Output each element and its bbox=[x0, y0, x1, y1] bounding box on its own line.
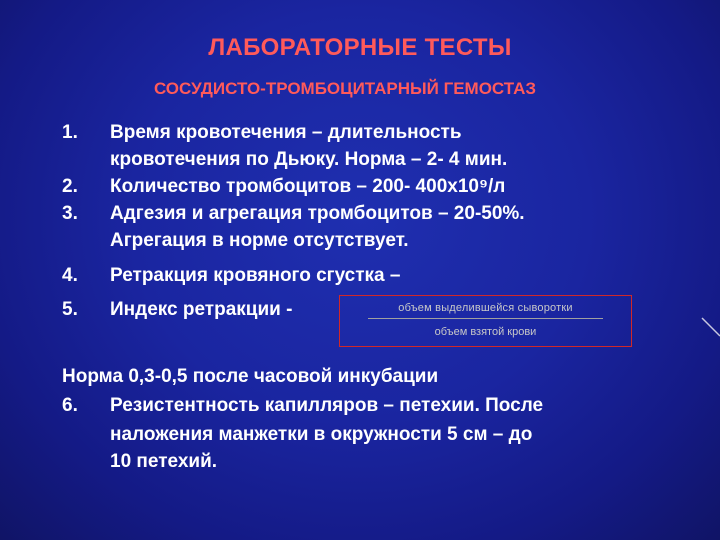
slide-subtitle: СОСУДИСТО-ТРОМБОЦИТАРНЫЙ ГЕМОСТАЗ bbox=[153, 79, 537, 98]
item-text: Адгезия и агрегация тромбоцитов – 20-50%. bbox=[110, 203, 525, 224]
retraction-index-formula bbox=[339, 295, 632, 347]
item-text: наложения манжетки в окружности 5 см – до bbox=[110, 424, 533, 445]
item-number: 3. bbox=[62, 203, 78, 224]
norm-text: Норма 0,3-0,5 после часовой инкубации bbox=[62, 366, 439, 387]
item-number: 6. bbox=[62, 395, 78, 416]
item-number: 4. bbox=[62, 265, 78, 286]
item-text: кровотечения по Дьюку. Норма – 2- 4 мин. bbox=[110, 149, 508, 170]
item-text: Индекс ретракции - bbox=[110, 299, 293, 320]
item-number: 5. bbox=[62, 299, 78, 320]
item-text: Резистентность капилляров – петехии. После bbox=[110, 395, 544, 416]
item-number: 1. bbox=[62, 122, 78, 143]
formula-numerator: объем выделившейся сыворотки bbox=[398, 302, 573, 314]
item-text: 10 петехий. bbox=[110, 451, 218, 472]
fraction-bar bbox=[368, 318, 603, 319]
item-text: Агрегация в норме отсутствует. bbox=[110, 230, 409, 251]
item-text: Количество тромбоцитов – 200- 400х10⁹/л bbox=[110, 176, 506, 197]
slide-title: ЛАБОРАТОРНЫЕ ТЕСТЫ bbox=[208, 34, 512, 61]
item-text: Ретракция кровяного сгустка – bbox=[110, 265, 401, 286]
item-number: 2. bbox=[62, 176, 78, 197]
formula-denominator: объем взятой крови bbox=[434, 326, 537, 338]
item-text: Время кровотечения – длительность bbox=[110, 122, 462, 143]
